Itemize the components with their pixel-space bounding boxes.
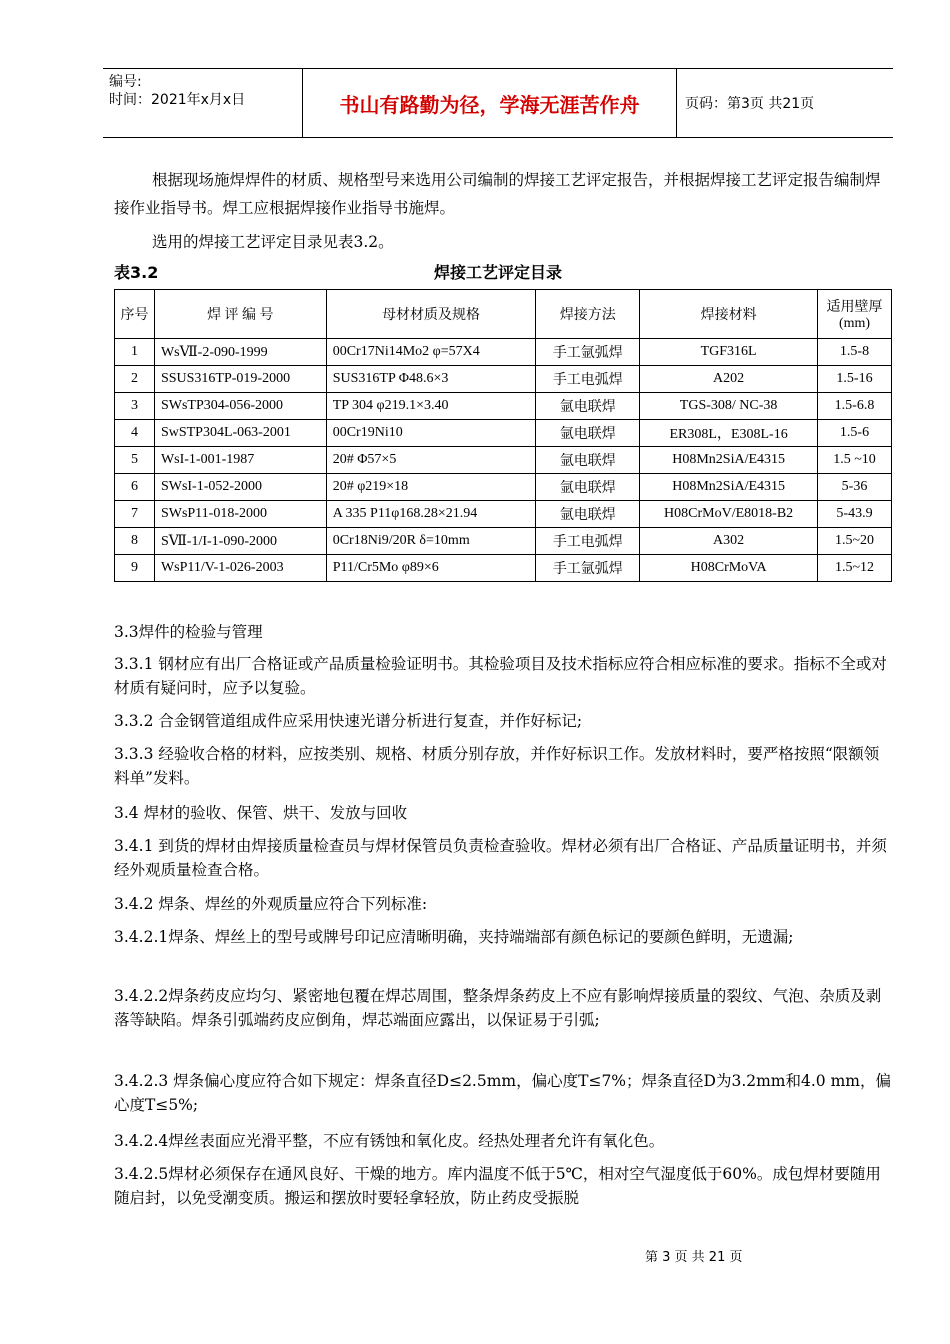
cell-weld-method: 手工氩弧焊 — [536, 339, 640, 366]
cell-procedure-no: WsⅦ-2-090-1999 — [154, 339, 326, 366]
table-row — [115, 366, 892, 393]
cell-base-material: TP 304 φ219.1×3.40 — [326, 393, 536, 420]
cell-weld-consumable: H08CrMoV/E8018-B2 — [640, 501, 818, 528]
cell-weld-consumable: H08Mn2SiA/E4315 — [640, 474, 818, 501]
cell-thickness: 5-36 — [818, 474, 892, 501]
header-weld-consumable: 焊接材料 — [640, 290, 818, 339]
table-row — [115, 339, 892, 366]
cell-weld-consumable: TGF316L — [640, 339, 818, 366]
page-header — [103, 68, 893, 138]
table-row — [115, 474, 892, 501]
clause-3-3-3: 3.3.3 经验收合格的材料，应按类别、规格、材质分别存放，并作好标识工作。发放材料时，要严格按照“限额领料单”发料。 — [114, 745, 880, 787]
cell-weld-consumable: A202 — [640, 366, 818, 393]
cell-weld-consumable: TGS-308/ NC-38 — [640, 393, 818, 420]
cell-thickness: 1.5-16 — [818, 366, 892, 393]
cell-procedure-no: SWsI-1-052-2000 — [154, 474, 326, 501]
header-motto: 书山有路勤为径，学海无涯苦作舟 — [303, 69, 677, 137]
cell-seq: 9 — [115, 555, 155, 582]
cell-thickness: 1.5~12 — [818, 555, 892, 582]
cell-base-material: P11/Cr5Mo φ89×6 — [326, 555, 536, 582]
table-caption — [114, 260, 894, 284]
table-row — [115, 501, 892, 528]
cell-seq: 4 — [115, 420, 155, 447]
clause-3-4-1: 3.4.1 到货的焊材由焊接质量检查员与焊材保管员负责检查验收。焊材必须有出厂合格证、产品质量证明书，并须经外观质量检查合格。 — [114, 837, 887, 879]
table-header-row — [115, 290, 892, 339]
cell-procedure-no: SⅦ-1/I-1-090-2000 — [154, 528, 326, 555]
table-row — [115, 528, 892, 555]
cell-weld-method: 氩电联焊 — [536, 501, 640, 528]
cell-base-material: 20# φ219×18 — [326, 474, 536, 501]
cell-seq: 1 — [115, 339, 155, 366]
cell-seq: 6 — [115, 474, 155, 501]
welding-procedure-table — [114, 289, 892, 582]
clause-3-4-2-1: 3.4.2.1焊条、焊丝上的型号或牌号印记应清晰明确，夹持端端部有颜色标记的要颜色鲜明，无遗漏; — [114, 928, 794, 946]
document-number-label: 编号: — [109, 74, 142, 90]
cell-base-material: SUS316TP Φ48.6×3 — [326, 366, 536, 393]
table-label: 表3.2 — [114, 263, 159, 282]
clause-3-4-2-5: 3.4.2.5焊材必须保存在通风良好、干燥的地方。库内温度不低于5℃，相对空气湿度低于60%。成包焊材要随用随启封，以免受潮变质。搬运和摆放时要轻拿轻放，防止药皮受振脱 — [114, 1165, 881, 1207]
table-row — [115, 447, 892, 474]
cell-procedure-no: SWsTP304-056-2000 — [154, 393, 326, 420]
cell-weld-consumable: A302 — [640, 528, 818, 555]
document-date: 时间：2021年x月x日 — [109, 92, 246, 108]
cell-procedure-no: SWsP11-018-2000 — [154, 501, 326, 528]
header-base-material: 母材材质及规格 — [326, 290, 536, 339]
header-procedure-no: 焊 评 编 号 — [154, 290, 326, 339]
header-page-label: 页码：第3页 共21页 — [685, 96, 815, 112]
header-seq: 序号 — [115, 290, 155, 339]
section-heading-3-3: 3.3焊件的检验与管理 — [114, 623, 263, 641]
cell-procedure-no: SwSTP304L-063-2001 — [154, 420, 326, 447]
cell-base-material: A 335 P11φ168.28×21.94 — [326, 501, 536, 528]
cell-weld-consumable: ER308L，E308L-16 — [640, 420, 818, 447]
cell-procedure-no: WsP11/V-1-026-2003 — [154, 555, 326, 582]
cell-seq: 2 — [115, 366, 155, 393]
cell-procedure-no: SSUS316TP-019-2000 — [154, 366, 326, 393]
cell-base-material: 20# Φ57×5 — [326, 447, 536, 474]
section-heading-3-4: 3.4 焊材的验收、保管、烘干、发放与回收 — [114, 804, 408, 822]
cell-weld-method: 氩电联焊 — [536, 393, 640, 420]
table-row — [115, 393, 892, 420]
cell-thickness: 5-43.9 — [818, 501, 892, 528]
cell-weld-method: 氩电联焊 — [536, 420, 640, 447]
cell-weld-method: 手工电弧焊 — [536, 528, 640, 555]
cell-weld-method: 手工电弧焊 — [536, 366, 640, 393]
cell-seq: 8 — [115, 528, 155, 555]
cell-weld-method: 氩电联焊 — [536, 474, 640, 501]
cell-base-material: 0Cr18Ni9/20R δ=10mm — [326, 528, 536, 555]
cell-seq: 3 — [115, 393, 155, 420]
cell-procedure-no: WsI-1-001-1987 — [154, 447, 326, 474]
cell-weld-consumable: H08CrMoVA — [640, 555, 818, 582]
clause-3-3-2: 3.3.2 合金钢管道组成件应采用快速光谱分析进行复查，并作好标记; — [114, 712, 583, 730]
cell-thickness: 1.5-6.8 — [818, 393, 892, 420]
cell-weld-method: 手工氩弧焊 — [536, 555, 640, 582]
intro-paragraph: 根据现场施焊焊件的材质、规格型号来选用公司编制的焊接工艺评定报告，并根据焊接工艺评定报告编制焊接作业指导书。焊工应根据焊接作业指导书施焊。 — [114, 171, 881, 217]
table-row — [115, 555, 892, 582]
clause-3-3-1: 3.3.1 钢材应有出厂合格证或产品质量检验证明书。其检验项目及技术指标应符合相应标准的要求。指标不全或对材质有疑问时，应予以复验。 — [114, 655, 887, 697]
cell-thickness: 1.5 ~10 — [818, 447, 892, 474]
header-thickness: 适用壁厚(mm) — [818, 290, 892, 339]
clause-3-4-2-3: 3.4.2.3 焊条偏心度应符合如下规定：焊条直径D≤2.5mm，偏心度T≤7%；焊条直径D为3.2mm和4.0 mm，偏心度T≤5%; — [114, 1072, 891, 1114]
cell-thickness: 1.5-6 — [818, 420, 892, 447]
cell-base-material: 00Cr19Ni10 — [326, 420, 536, 447]
intro-table-reference: 选用的焊接工艺评定目录见表3.2。 — [152, 233, 394, 251]
table-title: 焊接工艺评定目录 — [434, 263, 563, 282]
cell-weld-consumable: H08Mn2SiA/E4315 — [640, 447, 818, 474]
cell-seq: 7 — [115, 501, 155, 528]
cell-seq: 5 — [115, 447, 155, 474]
clause-3-4-2-4: 3.4.2.4焊丝表面应光滑平整，不应有锈蚀和氧化皮。经热处理者允许有氧化色。 — [114, 1132, 665, 1150]
footer-page-number: 第 3 页 共 21 页 — [645, 1250, 743, 1265]
cell-base-material: 00Cr17Ni14Mo2 φ=57X4 — [326, 339, 536, 366]
cell-thickness: 1.5-8 — [818, 339, 892, 366]
clause-3-4-2-2: 3.4.2.2焊条药皮应均匀、紧密地包覆在焊芯周围，整条焊条药皮上不应有影响焊接质量的裂纹、气泡、杂质及剥落等缺陷。焊条引弧端药皮应倒角，焊芯端面应露出，以保证易于引弧; — [114, 987, 882, 1029]
header-weld-method: 焊接方法 — [536, 290, 640, 339]
cell-thickness: 1.5~20 — [818, 528, 892, 555]
clause-3-4-2: 3.4.2 焊条、焊丝的外观质量应符合下列标准: — [114, 895, 428, 913]
header-left-cell — [103, 69, 303, 137]
table-row — [115, 420, 892, 447]
cell-weld-method: 氩电联焊 — [536, 447, 640, 474]
